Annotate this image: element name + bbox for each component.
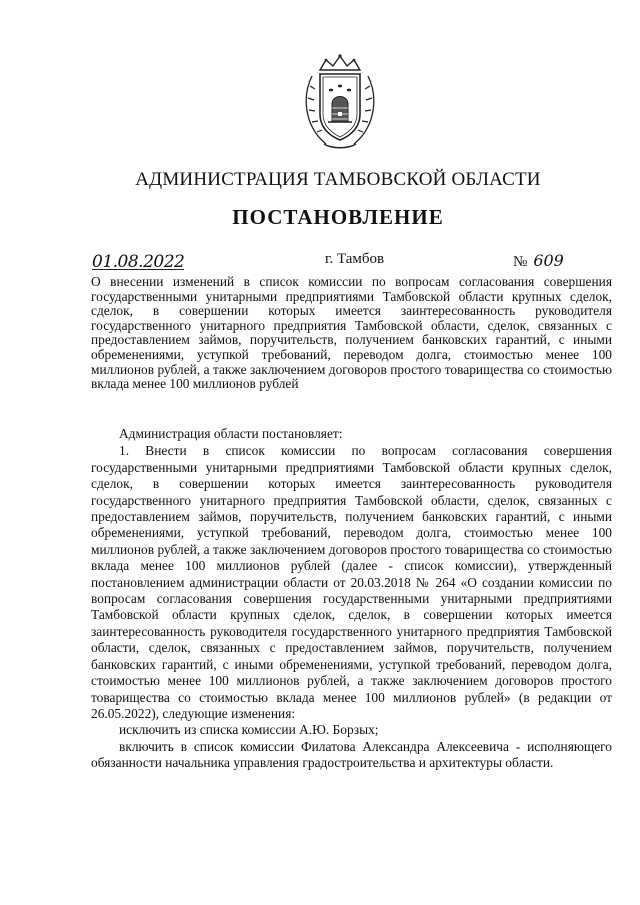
number-label: №	[513, 254, 528, 270]
change-exclude-paragraph: исключить из списка комиссии А.Ю. Борзых;	[119, 722, 379, 738]
document-city: г. Тамбов	[325, 251, 385, 267]
document-subject: О внесении изменений в список комиссии по вопросам согласования совершения государственными унитарными предприятиями Тамбовской области крупных сделок, сделок, в совершении которых имеется заинтересованность руководителя государственного унитарного предприятия Тамбовской области, сделок, связанных с предоставлением займов, поручительств, получением банковских гарантий, с иными обременениями, уступкой требований, переводом долга, стоимостью менее 100 миллионов рублей, а также заключением договоров простого товарищества со стоимостью вклада менее 100 миллионов рублей	[91, 274, 612, 392]
document-number	[513, 251, 564, 271]
intro-paragraph: Администрация области постановляет:	[119, 426, 343, 441]
document-date: 01.08.2022	[92, 252, 185, 272]
tambov-region-coat-of-arms-icon	[298, 52, 382, 152]
change-include-paragraph: включить в список комиссии Филатова Александра Алексеевича - исполняющего обязанности начальника управления градостроительства и архитектуры области.	[91, 738, 612, 771]
number-value: 609	[533, 251, 564, 270]
document-body	[91, 426, 612, 772]
item-1-paragraph: 1. Внести в список комиссии по вопросам согласования совершения государственными унитарными предприятиями Тамбовской области крупных сделок, сделок, в совершении которых имеется заинтересованность руководителя государственного унитарного предприятия Тамбовской области, сделок, связанных с предоставлением займов, поручительств, получением банковских гарантий, с иными обременениями, уступкой требований, переводом долга, стоимостью менее 100 миллионов рублей, а также заключением договоров простого товарищества со стоимостью вклада менее 100 миллионов рублей (далее - список комиссии), утвержденный постановлением администрации области от 20.03.2018 № 264 «О создании комиссии по вопросам согласования совершения государственными унитарными предприятиями Тамбовской области крупных сделок, сделок, в совершении которых имеется заинтересованность руководителя государственного унитарного предприятия Тамбовской области, сделок, связанных с предоставлением займов, поручительств, получением банковских гарантий, с иными обременениями, уступкой требований, переводом долга, стоимостью менее 100 миллионов рублей, а также заключением договоров простого товарищества со стоимостью вклада менее 100 миллионов рублей» (в редакции от 26.05.2022), следующие изменения:	[91, 443, 612, 721]
organization-name: АДМИНИСТРАЦИЯ ТАМБОВСКОЙ ОБЛАСТИ	[135, 169, 541, 190]
document-type-title: ПОСТАНОВЛЕНИЕ	[232, 205, 444, 229]
